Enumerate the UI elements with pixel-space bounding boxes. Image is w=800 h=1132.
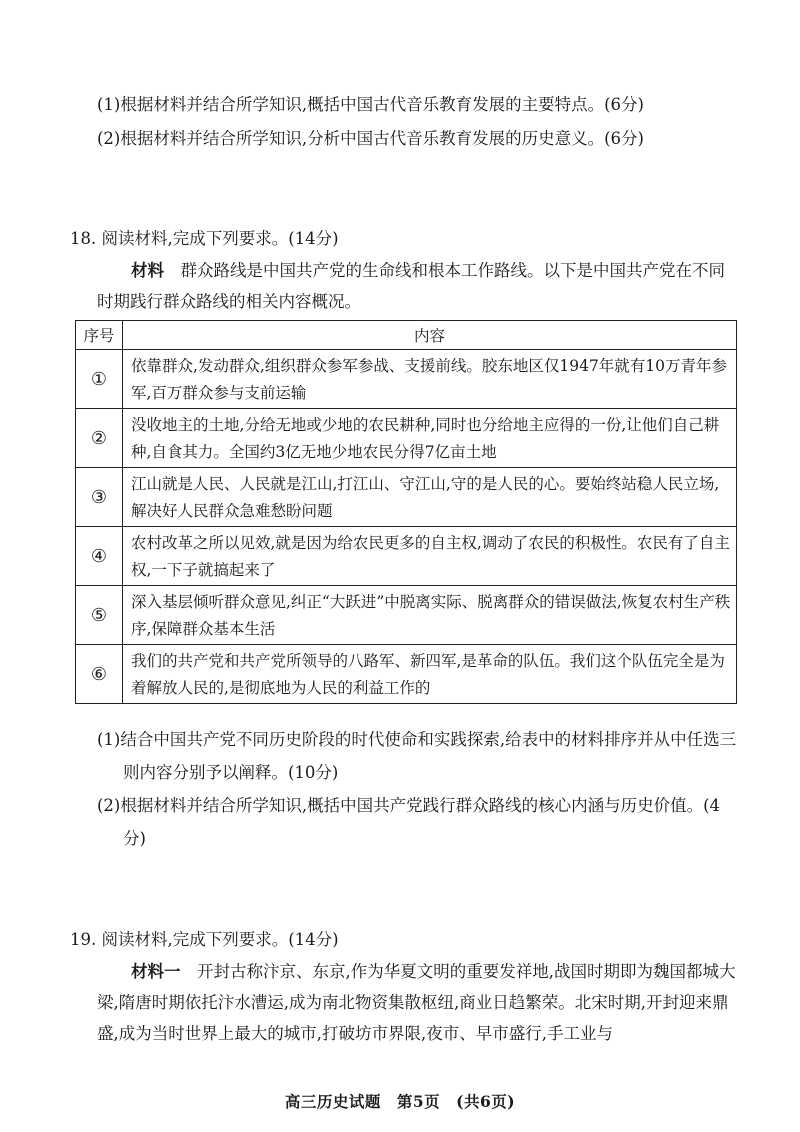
table-cell-num: ⑥ xyxy=(76,645,123,704)
table-cell-num: ① xyxy=(76,350,123,409)
q18-sub1: (1)结合中国共产党不同历史阶段的时代使命和实践探索,给表中的材料排序并从中任选三则内容分别予以阐释。(10分) xyxy=(97,730,737,782)
table-header-num: 序号 xyxy=(76,321,123,350)
q17-sub1: (1)根据材料并结合所学知识,概括中国古代音乐教育发展的主要特点。(6分) xyxy=(97,95,644,114)
q18-subquestions xyxy=(97,723,742,855)
q18-table xyxy=(75,320,737,704)
q18-material-text: 群众路线是中国共产党的生命线和根本工作路线。以下是中国共产党在不同时期践行群众路线的相关内容概况。 xyxy=(97,261,725,311)
table-row xyxy=(76,350,737,409)
q18-title: 18. 阅读材料,完成下列要求。(14分) xyxy=(70,229,339,248)
q17-sub2: (2)根据材料并结合所学知识,分析中国古代音乐教育发展的历史意义。(6分) xyxy=(97,129,644,148)
table-cell-text: 农村改革之所以见效,就是因为给农民更多的自主权,调动了农民的积极性。农民有了自主权,一下子就搞起来了 xyxy=(123,527,737,586)
table-header-content: 内容 xyxy=(123,321,737,350)
q19-material xyxy=(97,956,737,1049)
table-cell-text: 我们的共产党和共产党所领导的八路军、新四军,是革命的队伍。我们这个队伍完全是为着解放人民的,是彻底地为人民的利益工作的 xyxy=(123,645,737,704)
q18-material xyxy=(97,255,737,317)
q18-material-label: 材料 xyxy=(131,261,164,280)
table-row xyxy=(76,527,737,586)
table-cell-text: 深入基层倾听群众意见,纠正“大跃进”中脱离实际、脱离群众的错误做法,恢复农村生产秩序,保障群众基本生活 xyxy=(123,586,737,645)
table-cell-num: ③ xyxy=(76,468,123,527)
table-cell-num: ④ xyxy=(76,527,123,586)
q19-material-text: 开封古称汴京、东京,作为华夏文明的重要发祥地,战国时期即为魏国都城大梁,隋唐时期依托汴水漕运,成为南北物资集散枢纽,商业日趋繁荣。北宋时期,开封迎来鼎盛,成为当时世界上最大的城市,打破坊市界限,夜市、早市盛行,手工业与 xyxy=(97,962,736,1043)
table-header-row xyxy=(76,321,737,350)
table-cell-num: ⑤ xyxy=(76,586,123,645)
table-row xyxy=(76,409,737,468)
table-cell-text: 依靠群众,发动群众,组织群众参军参战、支援前线。胶东地区仅1947年就有10万青年参军,百万群众参与支前运输 xyxy=(123,350,737,409)
table-row xyxy=(76,586,737,645)
table-cell-text: 没收地主的土地,分给无地或少地的农民耕种,同时也分给地主应得的一份,让他们自己耕种,自食其力。全国约3亿无地少地农民分得7亿亩土地 xyxy=(123,409,737,468)
page-footer: 高三历史试题 第5页 (共6页) xyxy=(284,1092,516,1111)
table-row xyxy=(76,468,737,527)
table-row xyxy=(76,645,737,704)
q18-sub2: (2)根据材料并结合所学知识,概括中国共产党践行群众路线的核心内涵与历史价值。(4分) xyxy=(97,796,721,848)
q19-title: 19. 阅读材料,完成下列要求。(14分) xyxy=(70,930,339,949)
table-cell-text: 江山就是人民、人民就是江山,打江山、守江山,守的是人民的心。要始终站稳人民立场,解决好人民群众急难愁盼问题 xyxy=(123,468,737,527)
q19-material-label: 材料一 xyxy=(131,962,181,981)
table-cell-num: ② xyxy=(76,409,123,468)
